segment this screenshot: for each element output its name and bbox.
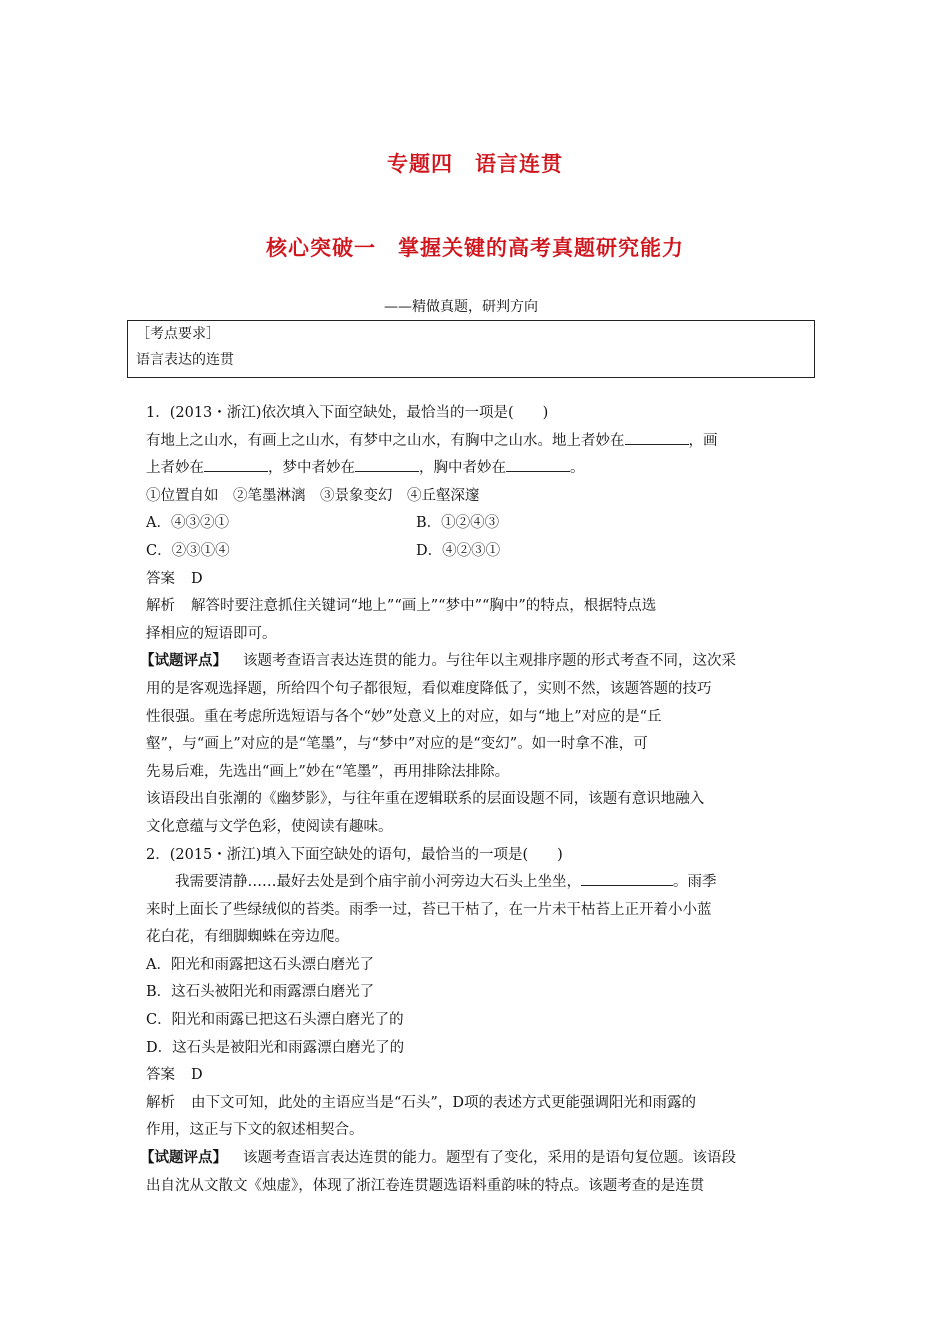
fill-blank bbox=[204, 457, 268, 472]
answer-label: 答案 bbox=[146, 570, 175, 587]
q1-answer bbox=[146, 566, 810, 594]
fill-blank bbox=[581, 871, 673, 886]
review-text: 该题考查语言表达连贯的能力。与往年以主观排序题的形式考查不同，这次采 bbox=[243, 653, 736, 670]
q1-passage-text: 有地上之山水，有画上之山水，有梦中之山水，有胸中之山水。地上者妙在 bbox=[146, 432, 625, 449]
q1-review-line-4: 壑”，与“画上”对应的是“笔墨”，与“梦中”对应的是“变幻”。如一时拿不准，可 bbox=[146, 736, 648, 753]
q1-options-row-1 bbox=[146, 510, 810, 538]
q2-analysis-line-1 bbox=[146, 1090, 810, 1118]
analysis-label: 解析 bbox=[146, 1094, 175, 1111]
q1-passage-text: ，画 bbox=[688, 432, 718, 449]
q1-analysis-line-1 bbox=[146, 593, 810, 621]
q1-review-line-1 bbox=[140, 648, 810, 676]
q2-passage-text: 。雨季 bbox=[673, 874, 717, 891]
q1-passage-text: ，梦中者妙在 bbox=[268, 460, 355, 477]
section-title: 核心突破一 掌握关键的高考真题研究能力 bbox=[266, 236, 684, 260]
answer-value: D bbox=[191, 1067, 203, 1084]
question-content bbox=[140, 400, 810, 1200]
exam-point-value: 语言表达的连贯 bbox=[136, 352, 234, 368]
q2-answer bbox=[146, 1062, 810, 1090]
q1-option-a: A．④③②① bbox=[146, 515, 229, 532]
q1-option-b: B．①②④③ bbox=[416, 515, 500, 532]
q1-passage-line-2 bbox=[146, 455, 810, 483]
q2-analysis-line-2: 作用，这正与下文的叙述相契合。 bbox=[146, 1122, 364, 1139]
review-tag: 【试题评点】 bbox=[140, 1150, 227, 1167]
q1-review-line-3: 性很强。重在考虑所选短语与各个“妙”处意义上的对应，如与“地上”对应的是“丘 bbox=[146, 708, 662, 725]
answer-label: 答案 bbox=[146, 1067, 175, 1084]
analysis-text: 解答时要注意抓住关键词“地上”“画上”“梦中”“胸中”的特点，根据特点选 bbox=[191, 598, 657, 615]
q2-option-c: C．阳光和雨露已把这石头漂白磨光了的 bbox=[146, 1012, 404, 1029]
q2-passage-text: 我需要清静……最好去处是到个庙宇前小河旁边大石头上坐坐， bbox=[175, 874, 581, 891]
review-text: 该题考查语言表达连贯的能力。题型有了变化，采用的是语句复位题。该语段 bbox=[243, 1150, 736, 1167]
q2-stem: 2．(2015・浙江)填入下面空缺处的语句，最恰当的一项是( ) bbox=[146, 846, 563, 863]
q1-passage-text: 上者妙在 bbox=[146, 460, 204, 477]
analysis-text: 由下文可知，此处的主语应当是“石头”，D项的表述方式更能强调阳光和雨露的 bbox=[191, 1094, 696, 1111]
exam-point-label: ［考点要求］ bbox=[136, 326, 220, 342]
fill-blank bbox=[506, 457, 570, 472]
q2-option-a: A．阳光和雨露把这石头漂白磨光了 bbox=[146, 956, 374, 973]
q1-review-line-6: 该语段出自张潮的《幽梦影》，与往年重在逻辑联系的层面设题不同，该题有意识地融入 bbox=[146, 791, 705, 808]
q1-choices: ①位置自如 ②笔墨淋漓 ③景象变幻 ④丘壑深邃 bbox=[146, 487, 480, 504]
q2-passage-line-3: 花白花，有细脚蜘蛛在旁边爬。 bbox=[146, 929, 349, 946]
q1-analysis-line-2: 择相应的短语即可。 bbox=[146, 625, 277, 642]
q1-passage-text: 。 bbox=[570, 460, 585, 477]
q1-review-line-7: 文化意蕴与文学色彩，使阅读有趣味。 bbox=[146, 818, 393, 835]
q2-passage-line-2: 来时上面长了些绿绒似的苔类。雨季一过，苔已干枯了，在一片未干枯苔上正开着小小蓝 bbox=[146, 901, 712, 918]
q2-review-line-2: 出自沈从文散文《烛虚》，体现了浙江卷连贯题选语料重韵味的特点。该题考查的是连贯 bbox=[146, 1177, 705, 1194]
q2-option-d: D．这石头是被阳光和雨露漂白磨光了的 bbox=[146, 1039, 405, 1056]
q2-review-line-1 bbox=[140, 1145, 810, 1173]
motto-subtitle: ——精做真题，研判方向 bbox=[384, 299, 538, 315]
q1-options-row-2 bbox=[146, 538, 810, 566]
review-tag: 【试题评点】 bbox=[140, 653, 227, 670]
fill-blank bbox=[625, 430, 689, 445]
q1-option-c: C．②③①④ bbox=[146, 542, 230, 559]
analysis-label: 解析 bbox=[146, 598, 175, 615]
exam-point-box bbox=[127, 320, 815, 378]
q2-option-b: B．这石头被阳光和雨露漂白磨光了 bbox=[146, 984, 375, 1001]
topic-title: 专题四 语言连贯 bbox=[387, 152, 563, 176]
q1-option-d: D．④②③① bbox=[416, 542, 501, 559]
q2-passage-line-1 bbox=[146, 869, 810, 897]
fill-blank bbox=[355, 457, 419, 472]
q1-passage-line-1 bbox=[146, 428, 810, 456]
answer-value: D bbox=[191, 570, 203, 587]
q1-passage-text: ，胸中者妙在 bbox=[419, 460, 506, 477]
q1-stem: 1．(2013・浙江)依次填入下面空缺处，最恰当的一项是( ) bbox=[146, 405, 549, 421]
q1-review-line-5: 先易后难，先选出“画上”妙在“笔墨”，再用排除法排除。 bbox=[146, 763, 510, 780]
q1-review-line-2: 用的是客观选择题，所给四个句子都很短，看似难度降低了，实则不然，该题答题的技巧 bbox=[146, 680, 712, 697]
